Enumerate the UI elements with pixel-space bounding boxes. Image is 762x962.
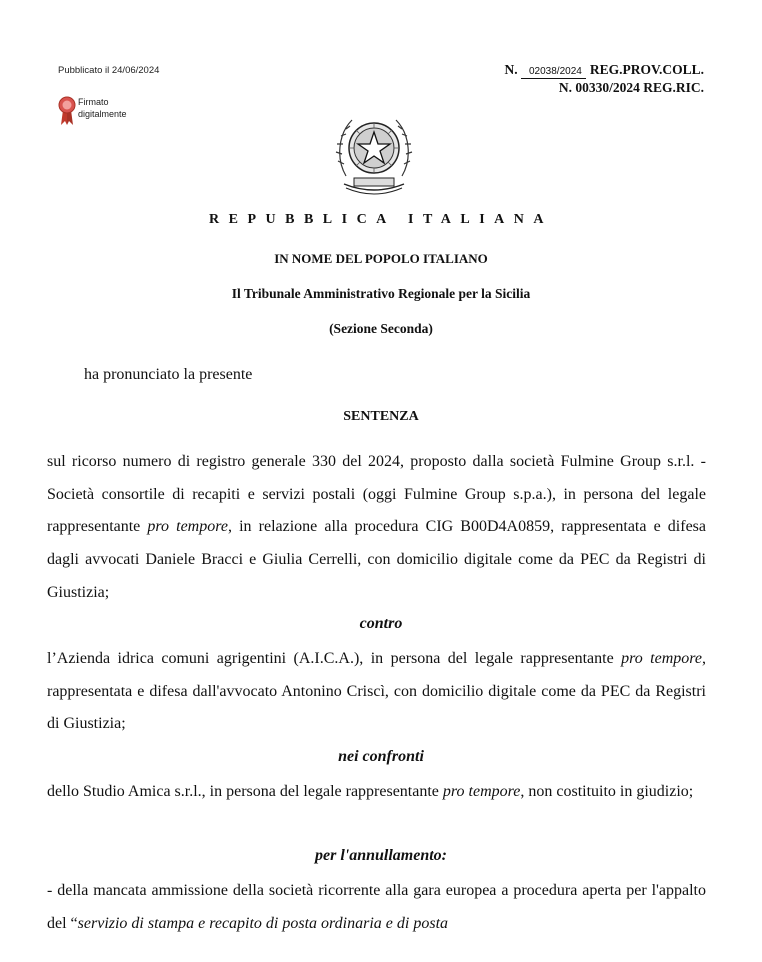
sentence-heading: SENTENZA bbox=[343, 409, 419, 424]
reg-label: REG.PROV.COLL. bbox=[589, 62, 704, 77]
paragraph-appeal: sul ricorso numero di registro generale 330 del 2024, proposto dalla società Fulmine Group s.r.l. -Società consortile di recapiti e servizi postali (oggi Fulmine Group s.p.a.), in persona del legale rappresentante pro tempore, in relazione alla procedura CIG B00D4A0859, rappresentata e difesa dagli avvocati Daniele Bracci e Giulia Cerrelli, con domicilio digitale come da PEC da Registri di Giustizia; bbox=[47, 453, 706, 601]
signature-line-1: Firmato bbox=[78, 97, 109, 107]
contro-heading: contro bbox=[359, 615, 403, 632]
republic-heading: REPUBBLICA ITALIANA bbox=[209, 212, 553, 227]
reg-prefix: N. bbox=[504, 62, 518, 77]
reg-number: 02038/2024 bbox=[521, 66, 586, 79]
nei-confronti-heading: nei confronti bbox=[338, 748, 424, 765]
ric-line: N. 00330/2024 REG.RIC. bbox=[558, 80, 704, 95]
annulment-heading: per l'annullamento: bbox=[314, 847, 448, 864]
pronounced-line: ha pronunciato la presente bbox=[84, 366, 253, 383]
paragraph-counterparty: dello Studio Amica s.r.l., in persona del legale rappresentante pro tempore, non costituito in giudizio; bbox=[47, 783, 694, 800]
registry-numbers bbox=[505, 61, 705, 96]
digital-signature bbox=[58, 96, 127, 126]
people-heading: IN NOME DEL POPOLO ITALIANO bbox=[274, 251, 488, 266]
publication-date: Pubblicato il 24/06/2024 bbox=[58, 65, 160, 76]
paragraph-respondent: l’Azienda idrica comuni agrigentini (A.I.C.A.), in persona del legale rappresentante pro tempore, rappresentata e difesa dall'avvocato Antonino Criscì, con domicilio digitale come da PEC da Registri di Giustizia; bbox=[47, 650, 707, 733]
seal-ribbon-icon bbox=[58, 96, 76, 126]
section-heading: (Sezione Seconda) bbox=[329, 321, 433, 336]
signature-line-2: digitalmente bbox=[78, 109, 127, 119]
paragraph-annulment: - della mancata ammissione della società ricorrente alla gara europea a procedura aperta per l'appalto del “servizio di stampa e recapito di posta ordinaria e di posta bbox=[47, 882, 706, 932]
italian-republic-emblem-icon bbox=[334, 104, 414, 196]
tribunal-heading: Il Tribunale Amministrativo Regionale per la Sicilia bbox=[231, 286, 531, 301]
